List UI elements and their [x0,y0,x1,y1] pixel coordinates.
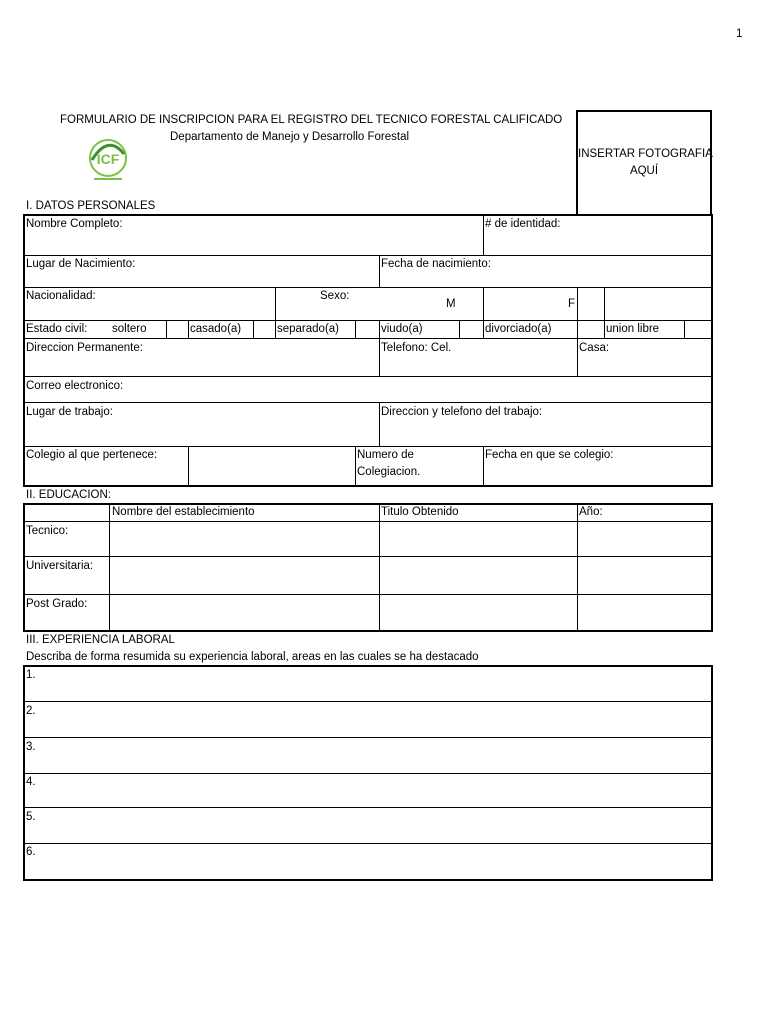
union-libre-label: union libre [606,323,660,335]
colegio-label: Colegio al que pertenece: [26,449,158,461]
divorciado-checkbox[interactable] [579,322,603,337]
section3-heading: III. EXPERIENCIA LABORAL [26,634,175,646]
fecha-colegio-label: Fecha en que se colegio: [485,449,614,461]
experiencia-item-3: 3. [26,741,36,753]
direccion-trabajo-label: Direccion y telefono del trabajo: [381,406,543,418]
sexo-m-checkbox[interactable] [485,289,576,319]
direccion-label: Direccion Permanente: [26,342,143,354]
experiencia-item-5: 5. [26,811,36,823]
separado-checkbox[interactable] [357,322,378,337]
sexo-label: Sexo: [320,290,350,302]
identidad-label: # de identidad: [485,218,561,230]
experiencia-item-2: 2. [26,705,36,717]
viudo-label: viudo(a) [381,323,423,335]
page-number: 1 [736,28,743,40]
sexo-m-label: M [446,298,456,310]
experiencia-item-1: 1. [26,669,36,681]
sexo-f-label: F [568,298,576,310]
soltero-checkbox[interactable] [168,322,187,337]
nombre-label: Nombre Completo: [26,218,123,230]
row-tecnico: Tecnico: [26,525,69,537]
icf-logo [86,138,130,184]
col-titulo: Titulo Obtenido [381,506,459,518]
numero-colegiacion-label-2: Colegiacion. [357,466,421,478]
correo-label: Correo electronico: [26,380,124,392]
union-libre-checkbox[interactable] [686,322,711,337]
form-subtitle: Departamento de Manejo y Desarrollo Forestal [170,131,410,143]
lugar-nacimiento-label: Lugar de Nacimiento: [26,258,136,270]
numero-colegiacion-label-1: Numero de [357,449,414,461]
experiencia-item-6: 6. [26,846,36,858]
casado-checkbox[interactable] [255,322,274,337]
lugar-trabajo-label: Lugar de trabajo: [26,406,113,418]
separado-label: separado(a) [277,323,340,335]
section3-description: Describa de forma resumida su experiencia laboral, areas en las cuales se ha destacado [26,651,479,663]
photo-label-line1: INSERTAR FOTOGRAFIA [578,148,713,160]
educacion-table [23,503,713,632]
nacionalidad-label: Nacionalidad: [26,290,96,302]
divorciado-label: divorciado(a) [485,323,552,335]
sexo-f-checkbox[interactable] [579,289,603,319]
col-anio: Año: [579,506,603,518]
casado-label: casado(a) [190,323,242,335]
form-title: FORMULARIO DE INSCRIPCION PARA EL REGISTRO DEL TECNICO FORESTAL CALIFICADO [60,114,563,126]
logo-text: ICF [96,151,120,167]
photo-label-line2: AQUÍ [629,165,659,177]
row-post-grado: Post Grado: [26,598,88,610]
casa-label: Casa: [579,342,610,354]
section1-heading: I. DATOS PERSONALES [26,200,156,212]
col-establecimiento: Nombre del establecimiento [112,506,255,518]
viudo-checkbox[interactable] [461,322,482,337]
section2-heading: II. EDUCACION: [26,489,111,501]
experiencia-item-4: 4. [26,776,36,788]
estado-civil-label: Estado civil: [26,323,88,335]
soltero-label: soltero [112,323,147,335]
row-universitaria: Universitaria: [26,560,94,572]
photo-placeholder[interactable] [576,110,712,216]
telefono-label: Telefono: Cel. [381,342,452,354]
fecha-nacimiento-label: Fecha de nacimiento: [381,258,491,270]
